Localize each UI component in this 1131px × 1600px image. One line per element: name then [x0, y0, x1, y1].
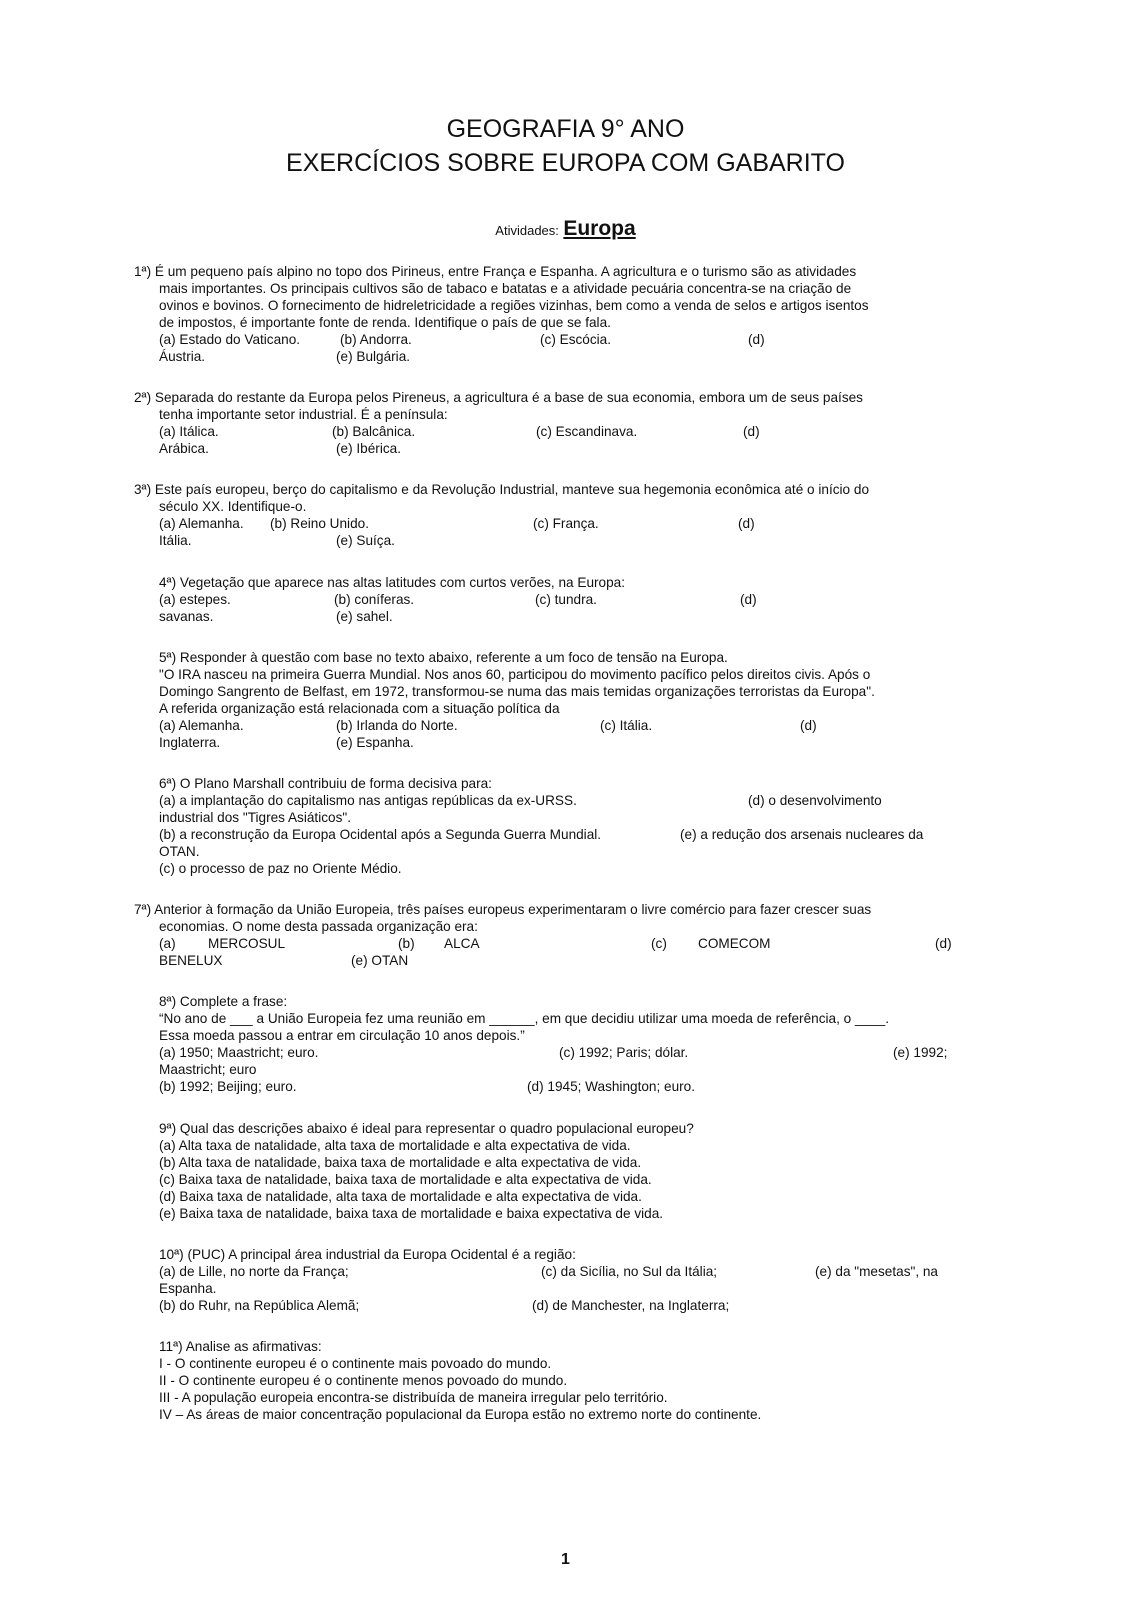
q6-option-c: (c) o processo de paz no Oriente Médio. [159, 861, 402, 876]
page-title-line2: EXERCÍCIOS SOBRE EUROPA COM GABARITO [286, 149, 845, 177]
q6-option-a: (a) a implantação do capitalismo nas antigas repúblicas da ex-URSS. [159, 793, 577, 808]
q3-line: século XX. Identifique-o. [159, 499, 307, 514]
q4-option-d: (d) [740, 592, 757, 607]
q7-option-b: (b) [398, 936, 415, 951]
q11-statement-2: II - O continente europeu é o continente menos povoado do mundo. [159, 1373, 568, 1388]
q8-option-c: (c) 1992; Paris; dólar. [559, 1045, 689, 1060]
subtitle-main: Europa [563, 217, 636, 240]
q7-option-a: (a) [159, 936, 176, 951]
q1-line: 1ª) É um pequeno país alpino no topo dos Pirineus, entre França e Espanha. A agricultura e o turismo são as atividades [134, 264, 857, 279]
q5-option-c: (c) Itália. [600, 718, 653, 733]
q5-line: 5ª) Responder à questão com base no texto abaixo, referente a um foco de tensão na Europa. [159, 650, 728, 665]
q7-option-d: (d) [935, 936, 952, 951]
q7-line: economias. O nome desta passada organização era: [159, 919, 478, 934]
q1-option-c: (c) Escócia. [540, 332, 612, 347]
q4-option-e: (e) sahel. [336, 609, 393, 624]
q2-option-d-text: Arábica. [159, 441, 209, 456]
q9-option-b: (b) Alta taxa de natalidade, baixa taxa de mortalidade e alta expectativa de vida. [159, 1155, 642, 1170]
q3-option-a: (a) Alemanha. [159, 516, 244, 531]
q3-line: 3ª) Este país europeu, berço do capitalismo e da Revolução Industrial, manteve sua hegemonia econômica até o início do [134, 482, 869, 497]
q6-option-e-text: OTAN. [159, 844, 200, 859]
q11-statement-1: I - O continente europeu é o continente mais povoado do mundo. [159, 1356, 552, 1371]
q9-option-e: (e) Baixa taxa de natalidade, baixa taxa de mortalidade e baixa expectativa de vida. [159, 1206, 664, 1221]
q8-option-b: (b) 1992; Beijing; euro. [159, 1079, 297, 1094]
q2-option-e: (e) Ibérica. [336, 441, 401, 456]
q4-option-c: (c) tundra. [535, 592, 597, 607]
q1-line: de impostos, é importante fonte de renda. Identifique o país de que se fala. [159, 315, 611, 330]
q2-line: tenha importante setor industrial. É a península: [159, 407, 448, 422]
q10-option-b: (b) do Ruhr, na República Alemã; [159, 1298, 360, 1313]
q7-line: 7ª) Anterior à formação da União Europeia, três países europeus experimentaram o livre comércio para fazer crescer suas [134, 902, 872, 917]
q11-statement-3: III - A população europeia encontra-se distribuída de maneira irregular pelo território. [159, 1390, 668, 1405]
q9-option-d: (d) Baixa taxa de natalidade, alta taxa de mortalidade e alta expectativa de vida. [159, 1189, 642, 1204]
q1-option-d-text: Áustria. [159, 349, 206, 364]
q4-option-a: (a) estepes. [159, 592, 231, 607]
q9-option-a: (a) Alta taxa de natalidade, alta taxa de mortalidade e alta expectativa de vida. [159, 1138, 631, 1153]
q11-line: 11ª) Analise as afirmativas: [159, 1339, 322, 1354]
q5-option-a: (a) Alemanha. [159, 718, 244, 733]
q11-statement-4: IV – As áreas de maior concentração populacional da Europa estão no extremo norte do continente. [159, 1407, 762, 1422]
q6-line: 6ª) O Plano Marshall contribuiu de forma decisiva para: [159, 776, 492, 791]
q5-option-d-text: Inglaterra. [159, 735, 221, 750]
q3-option-d-text: Itália. [159, 533, 192, 548]
q6-option-d-text: industrial dos "Tigres Asiáticos". [159, 810, 351, 825]
q7-option-b-text: ALCA [444, 936, 480, 951]
q1-line: ovinos e bovinos. O fornecimento de hidreletricidade a regiões vizinhas, bem como a venda de selos e artigos isentos [159, 298, 869, 313]
q4-line: 4ª) Vegetação que aparece nas altas latitudes com curtos verões, na Europa: [159, 575, 625, 590]
subtitle-label: Atividades: [495, 223, 559, 238]
q3-option-d: (d) [738, 516, 755, 531]
q4-option-d-text: savanas. [159, 609, 214, 624]
q3-option-c: (c) França. [533, 516, 599, 531]
page-number: 1 [561, 1551, 570, 1568]
q7-option-a-text: MERCOSUL [208, 936, 286, 951]
q2-option-c: (c) Escandinava. [536, 424, 638, 439]
q2-option-b: (b) Balcânica. [332, 424, 416, 439]
q9-option-c: (c) Baixa taxa de natalidade, baixa taxa de mortalidade e alta expectativa de vida. [159, 1172, 652, 1187]
q8-line: 8ª) Complete a frase: [159, 994, 288, 1009]
q2-line: 2ª) Separada do restante da Europa pelos Pireneus, a agricultura é a base de sua economia, embora um de seus países [134, 390, 863, 405]
q9-line: 9ª) Qual das descrições abaixo é ideal para representar o quadro populacional europeu? [159, 1121, 694, 1136]
q3-option-b: (b) Reino Unido. [270, 516, 369, 531]
q7-option-c-text: COMECOM [698, 936, 771, 951]
q5-line: A referida organização está relacionada com a situação política da [159, 701, 560, 716]
q1-option-e: (e) Bulgária. [336, 349, 411, 364]
q10-line: 10ª) (PUC) A principal área industrial da Europa Ocidental é a região: [159, 1247, 576, 1262]
q2-option-a: (a) Itálica. [159, 424, 219, 439]
q6-option-b: (b) a reconstrução da Europa Ocidental após a Segunda Guerra Mundial. [159, 827, 602, 842]
q3-option-e: (e) Suíça. [336, 533, 395, 548]
q7-option-d-text: BENELUX [159, 953, 223, 968]
q5-line: "O IRA nasceu na primeira Guerra Mundial. Nos anos 60, participou do movimento pacífico pelos direitos civis. Após o [159, 667, 871, 682]
q8-line: Essa moeda passou a entrar em circulação 10 anos depois.” [159, 1028, 525, 1043]
q5-option-e: (e) Espanha. [336, 735, 414, 750]
q1-option-a: (a) Estado do Vaticano. [159, 332, 301, 347]
q8-line: “No ano de ___ a União Europeia fez uma reunião em ______, em que decidiu utilizar uma moeda de referência, o ____. [159, 1011, 889, 1026]
q10-option-d: (d) de Manchester, na Inglaterra; [532, 1298, 730, 1313]
q8-option-d: (d) 1945; Washington; euro. [527, 1079, 696, 1094]
subtitle [0, 217, 1131, 241]
q10-option-c: (c) da Sicília, no Sul da Itália; [541, 1264, 718, 1279]
q1-line: mais importantes. Os principais cultivos são de tabaco e batatas e a atividade pecuária concentra-se na criação de [159, 281, 852, 296]
q5-line: Domingo Sangrento de Belfast, em 1972, transformou-se numa das mais temidas organizações terroristas da Europa". [159, 684, 875, 699]
q4-option-b: (b) coníferas. [334, 592, 415, 607]
q8-option-e: (e) 1992; [893, 1045, 948, 1060]
q2-option-d: (d) [743, 424, 760, 439]
q6-option-e: (e) a redução dos arsenais nucleares da [680, 827, 924, 842]
q8-option-e-text: Maastricht; euro [159, 1062, 257, 1077]
page-title-line1: GEOGRAFIA 9° ANO [446, 115, 685, 143]
q7-option-e: (e) OTAN [351, 953, 409, 968]
q10-option-e-text: Espanha. [159, 1281, 217, 1296]
q8-option-a: (a) 1950; Maastricht; euro. [159, 1045, 319, 1060]
q10-option-a: (a) de Lille, no norte da França; [159, 1264, 349, 1279]
q10-option-e: (e) da "mesetas", na [815, 1264, 938, 1279]
q6-option-d: (d) o desenvolvimento [748, 793, 882, 808]
q5-option-d: (d) [800, 718, 817, 733]
q5-option-b: (b) Irlanda do Norte. [336, 718, 458, 733]
q1-option-b: (b) Andorra. [340, 332, 412, 347]
q7-option-c: (c) [651, 936, 667, 951]
q1-option-d: (d) [748, 332, 765, 347]
